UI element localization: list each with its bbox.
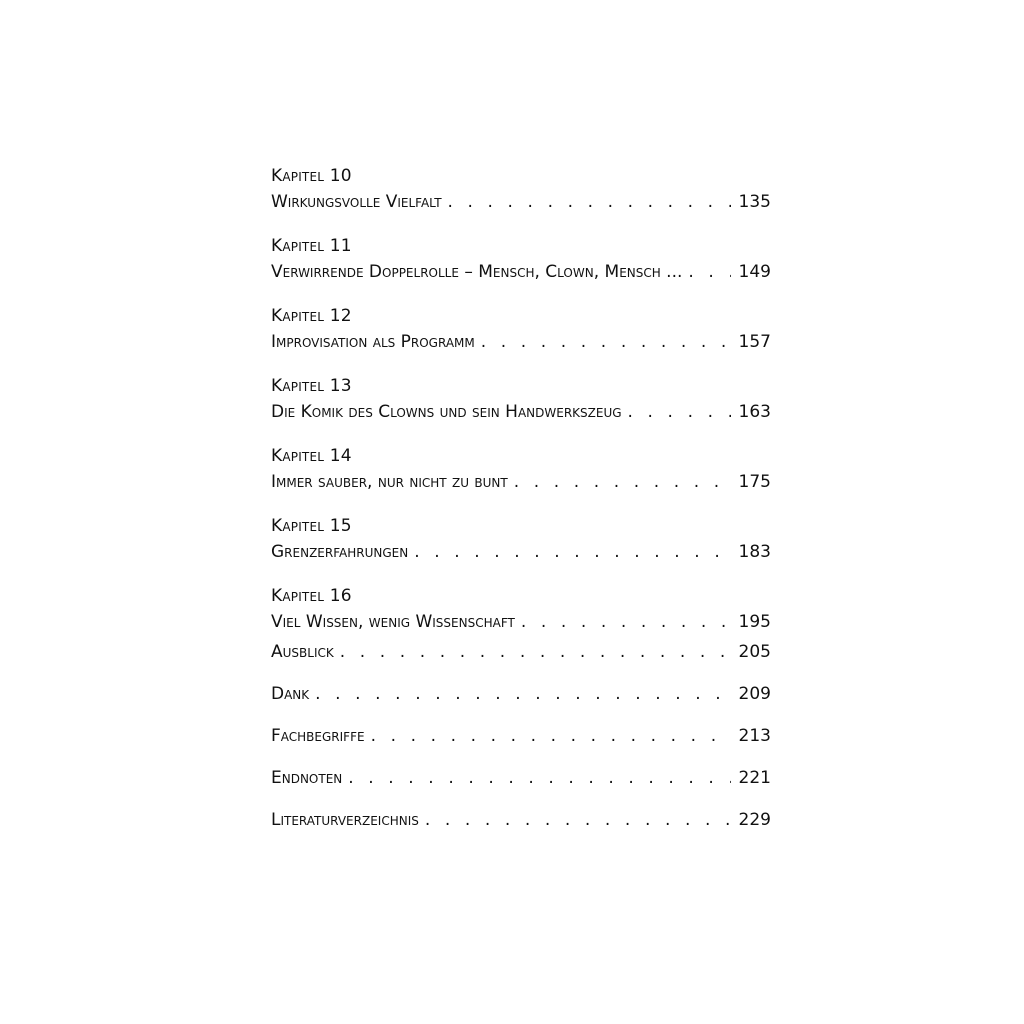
section-title: Dank: [271, 684, 310, 704]
toc-entry-dank: [271, 682, 771, 724]
chapter-label: Kapitel 12: [271, 306, 352, 326]
page-number: 213: [738, 726, 771, 746]
page-number: 175: [738, 472, 771, 492]
chapter-title: Grenzerfahrungen: [271, 542, 409, 562]
table-of-contents: [271, 164, 771, 850]
chapter-label: Kapitel 13: [271, 376, 352, 396]
section-title: Fachbegriffe: [271, 726, 365, 746]
chapter-title: Verwirrende Doppelrolle – Mensch, Clown, Mensch ...: [271, 262, 683, 282]
toc-row: [271, 400, 771, 424]
page-number: 209: [738, 684, 771, 704]
toc-entry-ausblick: [271, 640, 771, 682]
chapter-label: Kapitel 11: [271, 236, 352, 256]
chapter-title: Viel Wissen, wenig Wissenschaft: [271, 612, 515, 632]
dot-leader: [334, 640, 731, 664]
toc-row: [271, 766, 771, 790]
toc-row: [271, 540, 771, 564]
toc-entry-fachbegriffe: [271, 724, 771, 766]
toc-row: [271, 470, 771, 494]
toc-row: [271, 190, 771, 214]
toc-entry-chapter-12: [271, 304, 771, 374]
toc-row: [271, 724, 771, 748]
page-number: 205: [738, 642, 771, 662]
toc-entry-chapter-10: [271, 164, 771, 234]
dot-leader: [622, 400, 731, 424]
toc-row: [271, 330, 771, 354]
page-number: 221: [738, 768, 771, 788]
chapter-label: Kapitel 15: [271, 516, 352, 536]
dot-leader: [442, 190, 731, 214]
page-number: 163: [738, 402, 771, 422]
chapter-title: Immer sauber, nur nicht zu bunt: [271, 472, 508, 492]
toc-row: [271, 610, 771, 634]
toc-entry-endnoten: [271, 766, 771, 808]
page-number: 229: [738, 810, 771, 830]
dot-leader: [365, 724, 731, 748]
toc-entry-chapter-13: [271, 374, 771, 444]
chapter-label: Kapitel 10: [271, 166, 352, 186]
dot-leader: [475, 330, 731, 354]
dot-leader: [515, 610, 731, 634]
chapter-label: Kapitel 14: [271, 446, 352, 466]
section-title: Ausblick: [271, 642, 334, 662]
toc-row: [271, 640, 771, 664]
chapter-label: Kapitel 16: [271, 586, 352, 606]
toc-entry-chapter-14: [271, 444, 771, 514]
chapter-title: Improvisation als Programm: [271, 332, 475, 352]
section-title: Endnoten: [271, 768, 343, 788]
toc-row: [271, 682, 771, 706]
toc-entry-chapter-11: [271, 234, 771, 304]
toc-entry-chapter-15: [271, 514, 771, 584]
dot-leader: [419, 808, 731, 832]
dot-leader: [682, 260, 730, 284]
page-number: 149: [738, 262, 771, 282]
section-title: Literaturverzeichnis: [271, 810, 419, 830]
toc-entry-chapter-16: [271, 584, 771, 640]
dot-leader: [508, 470, 731, 494]
toc-row: [271, 808, 771, 832]
dot-leader: [408, 540, 730, 564]
chapter-title: Die Komik des Clowns und sein Handwerkszeug: [271, 402, 622, 422]
dot-leader: [342, 766, 730, 790]
dot-leader: [309, 682, 730, 706]
page-number: 157: [738, 332, 771, 352]
chapter-title: Wirkungsvolle Vielfalt: [271, 192, 442, 212]
toc-row: [271, 260, 771, 284]
page-number: 183: [738, 542, 771, 562]
toc-entry-literaturverzeichnis: [271, 808, 771, 850]
page-number: 135: [738, 192, 771, 212]
page-number: 195: [738, 612, 771, 632]
